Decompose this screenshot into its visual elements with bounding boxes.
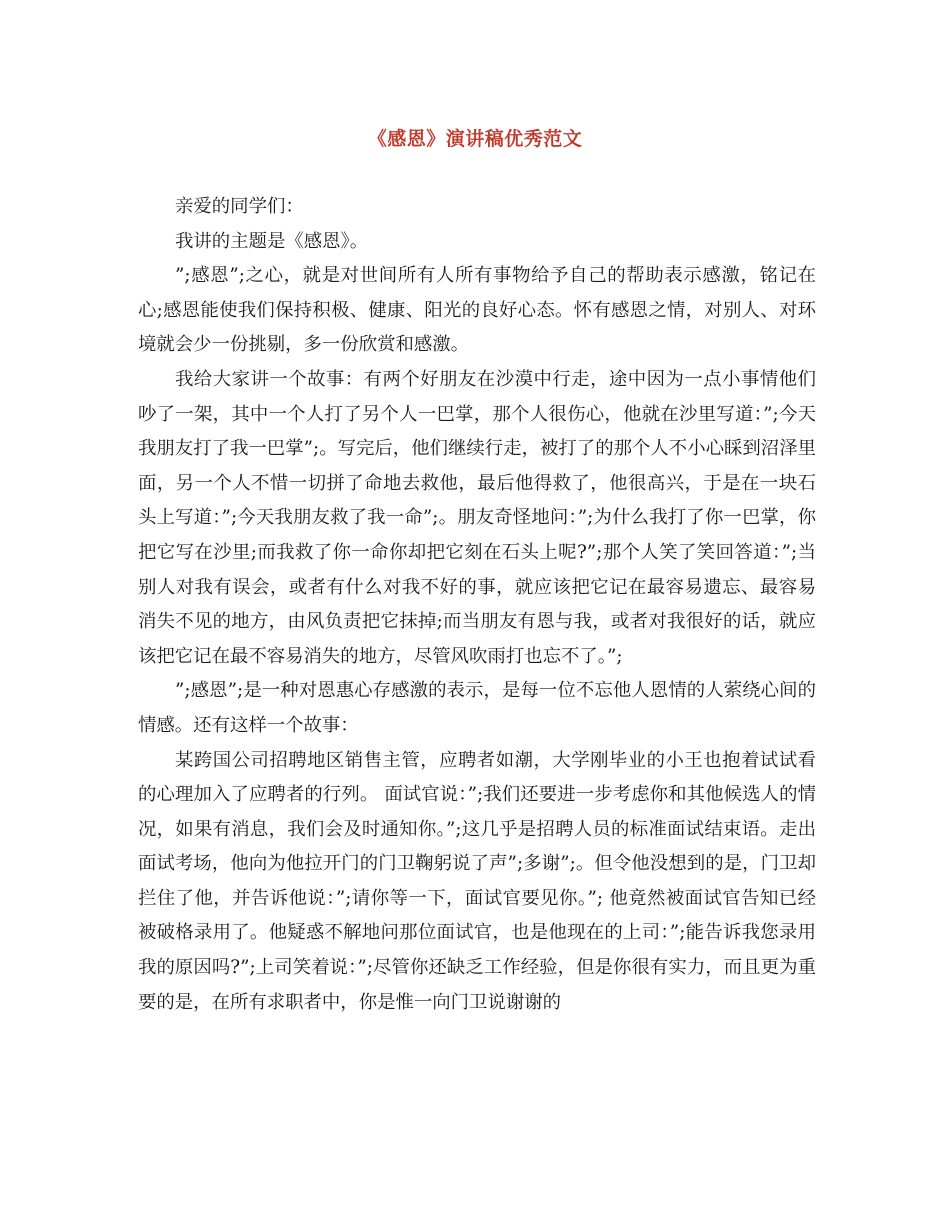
document-title: 《感恩》演讲稿优秀范文 [367,128,583,150]
paragraph-gratitude-definition: ”;感恩”;之心，就是对世间所有人所有事物给予自己的帮助表示感激，铭记在心;感恩能使我们保持积极、健康、阳光的良好心态。怀有感恩之情，对别人、对环境就会少一份挑剔，多一份欣赏和感激。 [138,265,816,356]
paragraph-gratitude-emotion: ”;感恩”;是一种对恩惠心存感激的表示，是每一位不忘他人恩情的人萦绕心间的情感。还有这样一个故事： [138,680,816,736]
document-body [138,190,816,1020]
paragraph-interview-story: 某跨国公司招聘地区销售主管，应聘者如潮，大学刚毕业的小王也抱着试试看的心理加入了应聘者的行列。 面试官说：”;我们还要进一步考虑你和其他候选人的情况，如果有消息，我们会及时通知你。”;这几乎是招聘人员的标准面试结束语。走出面试考场，他向为他拉开门的门卫鞠躬说了声”;多谢”;。但令他没想到的是，门卫却拦住了他，并告诉他说：”;请你等一下，面试官要见你。”; 他竟然被面试官告知已经被破格录用了。他疑惑不解地问那位面试官，也是他现在的上司：”;能告诉我您录用我的原因吗?”;上司笑着说：”;尽管你还缺乏工作经验，但是你很有实力，而且更为重要的是，在所有求职者中，你是惟一向门卫说谢谢的 [138,749,816,1013]
paragraph-topic: 我讲的主题是《感恩》。 [175,230,369,252]
paragraph-desert-story: 我给大家讲一个故事：有两个好朋友在沙漠中行走，途中因为一点小事情他们吵了一架，其中一个人打了另个人一巴掌，那个人很伤心，他就在沙里写道：”;今天我朋友打了我一巴掌”;。写完后，他们继续行走，被打了的那个人不小心睬到沼泽里面，另一个人不惜一切拼了命地去救他，最后他得救了，他很高兴，于是在一块石头上写道：”;今天我朋友救了我一命”;。朋友奇怪地问：”;为什么我打了你一巴掌，你把它写在沙里;而我救了你一命你却把它刻在石头上呢?”;那个人笑了笑回答道：”;当别人对我有误会，或者有什么对我不好的事，就应该把它记在最容易遗忘、最容易消失不见的地方，由风负责把它抹掉;而当朋友有恩与我，或者对我很好的话，就应该把它记在最不容易消失的地方，尽管风吹雨打也忘不了。”; [138,368,816,667]
paragraph-greeting: 亲爱的同学们： [175,196,304,217]
